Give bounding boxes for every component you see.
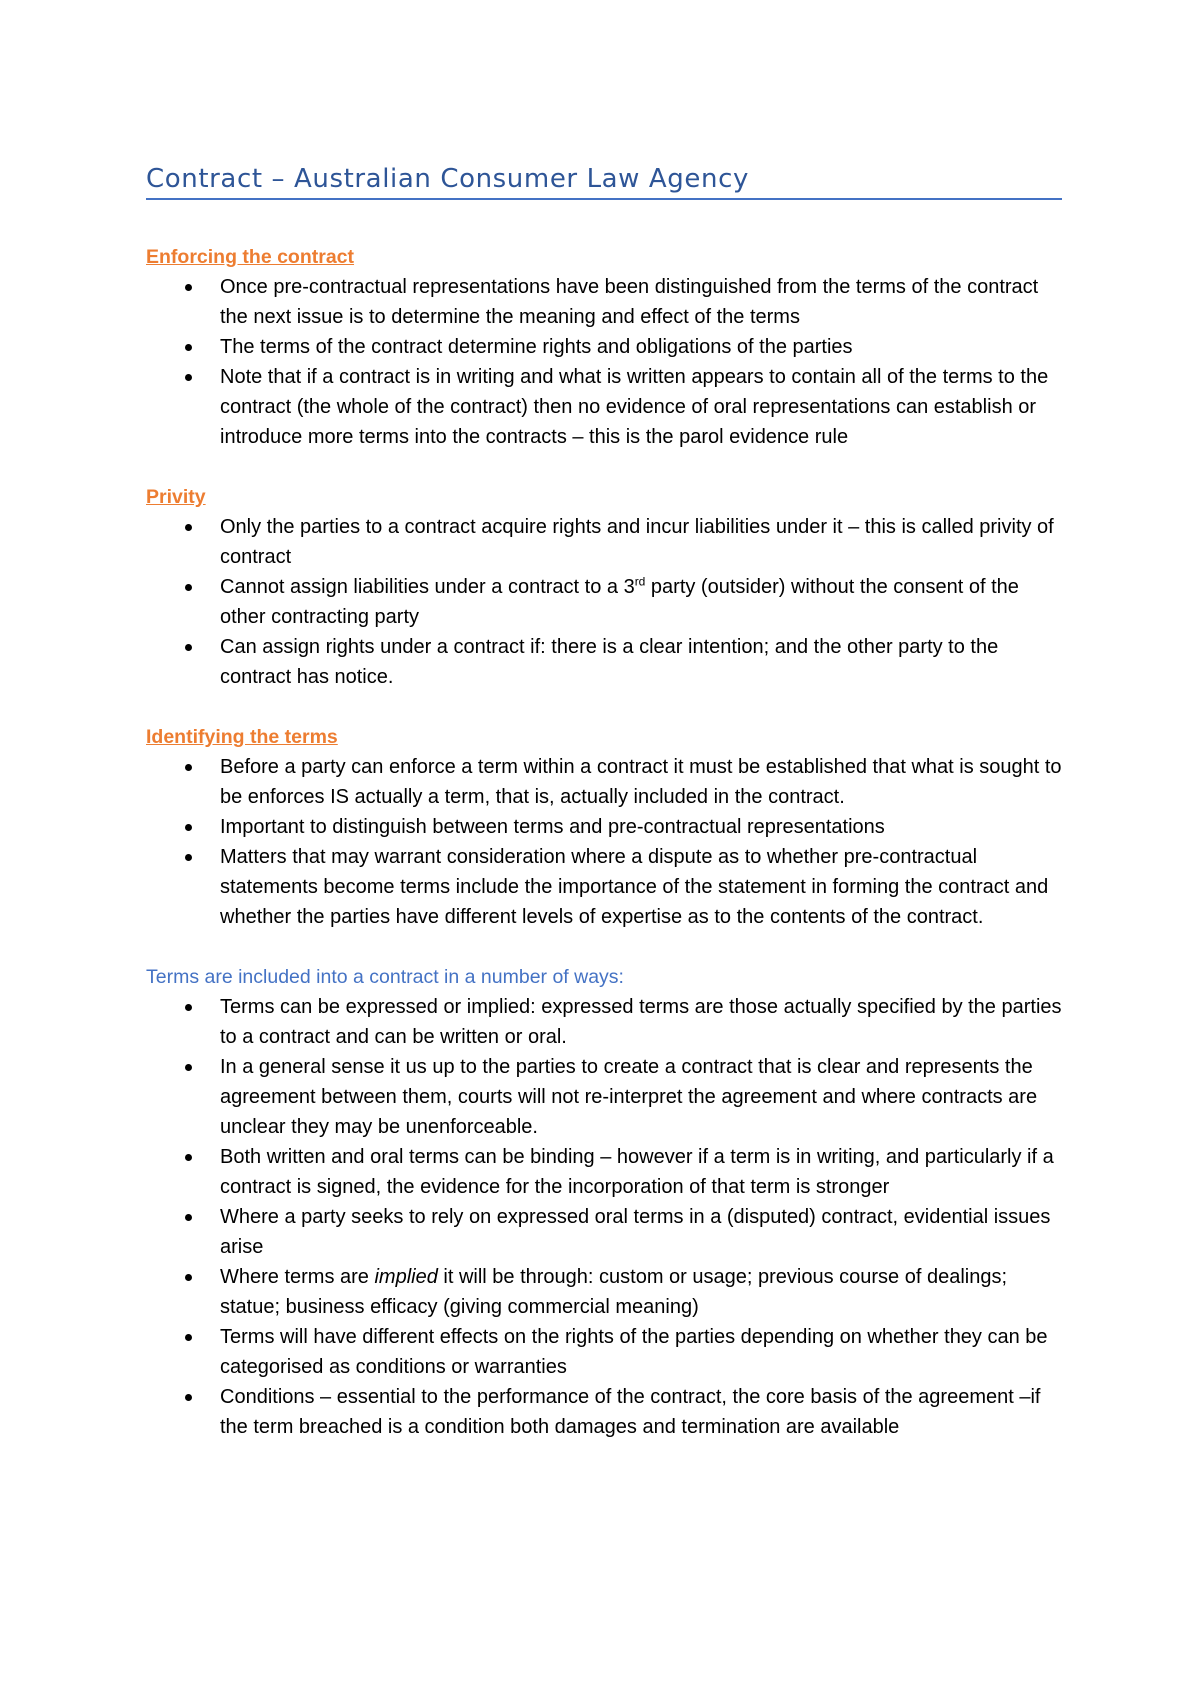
section-heading-enforcing: Enforcing the contract (146, 246, 355, 268)
bullet-icon (185, 1004, 192, 1011)
list-item: Conditions – essential to the performance of the contract, the core basis of the agreement –if the term breached is a condition both damages and termination are available (146, 1382, 1066, 1442)
list-item: Both written and oral terms can be binding – however if a term is in writing, and particularly if a contract is signed, the evidence for the incorporation of that term is stronger (146, 1142, 1066, 1202)
list-item: Important to distinguish between terms and pre-contractual representations (146, 812, 1066, 842)
bullet-icon (185, 1214, 192, 1221)
section-heading-privity: Privity (146, 486, 206, 508)
list-item: Note that if a contract is in writing and what is written appears to contain all of the terms to the contract (the whole of the contract) then no evidence of oral representations can establish or introduce more terms into the contracts – this is the parol evidence rule (146, 362, 1066, 452)
bullet-icon (185, 854, 192, 861)
bullet-icon (185, 524, 192, 531)
list-item: Where a party seeks to rely on expressed oral terms in a (disputed) contract, evidential issues arise (146, 1202, 1066, 1262)
list-item: Where terms are implied it will be through: custom or usage; previous course of dealings; statue; business efficacy (giving commercial meaning) (146, 1262, 1066, 1322)
bullet-icon (185, 764, 192, 771)
bullet-icon (185, 284, 192, 291)
bullet-icon (185, 824, 192, 831)
document-title: Contract – Australian Consumer Law Agency (146, 164, 1062, 200)
list-item: Only the parties to a contract acquire rights and incur liabilities under it – this is called privity of contract (146, 512, 1066, 572)
bullet-icon (185, 344, 192, 351)
bullet-icon (185, 1394, 192, 1401)
emphasis-implied: implied (374, 1266, 438, 1288)
bullet-list-privity (146, 512, 1066, 692)
list-item: Terms will have different effects on the rights of the parties depending on whether they can be categorised as conditions or warranties (146, 1322, 1066, 1382)
bullet-icon (185, 374, 192, 381)
bullet-list-identifying (146, 752, 1066, 932)
bullet-icon (185, 584, 192, 591)
list-item: Cannot assign liabilities under a contract to a 3rd party (outsider) without the consent of the other contracting party (146, 572, 1066, 632)
list-item: In a general sense it us up to the parties to create a contract that is clear and represents the agreement between them, courts will not re-interpret the agreement and where contracts are unclear they may be unenforceable. (146, 1052, 1066, 1142)
document-body (146, 242, 1066, 1442)
bullet-icon (185, 1154, 192, 1161)
list-item: Before a party can enforce a term within a contract it must be established that what is sought to be enforces IS actually a term, that is, actually included in the contract. (146, 752, 1066, 812)
list-item: The terms of the contract determine rights and obligations of the parties (146, 332, 1066, 362)
section-heading-identifying: Identifying the terms (146, 726, 338, 748)
list-item: Matters that may warrant consideration where a dispute as to whether pre-contractual statements become terms include the importance of the statement in forming the contract and whether the parties have different levels of expertise as to the contents of the contract. (146, 842, 1066, 932)
section-heading-ways: Terms are included into a contract in a number of ways: (146, 966, 624, 988)
superscript-ordinal: rd (634, 574, 646, 589)
bullet-icon (185, 1334, 192, 1341)
bullet-list-enforcing (146, 272, 1066, 452)
bullet-list-ways (146, 992, 1066, 1442)
list-item: Once pre-contractual representations have been distinguished from the terms of the contract the next issue is to determine the meaning and effect of the terms (146, 272, 1066, 332)
bullet-icon (185, 1064, 192, 1071)
list-item: Can assign rights under a contract if: there is a clear intention; and the other party to the contract has notice. (146, 632, 1066, 692)
bullet-icon (185, 1274, 192, 1281)
list-item: Terms can be expressed or implied: expressed terms are those actually specified by the parties to a contract and can be written or oral. (146, 992, 1066, 1052)
bullet-icon (185, 644, 192, 651)
